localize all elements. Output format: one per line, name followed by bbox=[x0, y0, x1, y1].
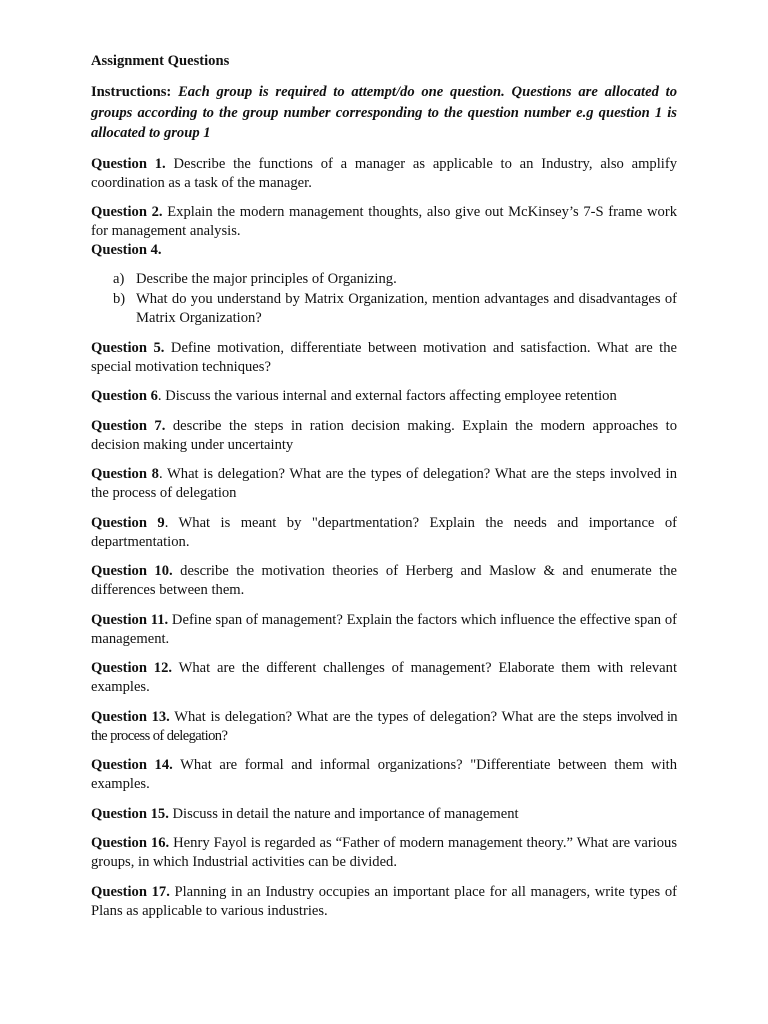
question-text: What are formal and informal organizations? "Differentiate between them with examples. bbox=[91, 757, 677, 792]
page-title: Assignment Questions bbox=[91, 53, 230, 69]
question-5 bbox=[91, 339, 677, 377]
question-label: Question 9 bbox=[91, 514, 165, 531]
question-text: Describe the functions of a manager as applicable to an Industry, also amplify coordination as a task of the manager. bbox=[91, 155, 677, 191]
question-7 bbox=[91, 417, 677, 455]
question-text: . What is delegation? What are the types of delegation? What are the steps involved in the process of delegation bbox=[91, 466, 677, 501]
question-text: What is delegation? What are the types of delegation? What are the steps bbox=[174, 708, 612, 725]
list-item bbox=[91, 270, 677, 289]
question-17 bbox=[91, 883, 677, 921]
question-10 bbox=[91, 562, 677, 600]
question-text: Discuss in detail the nature and importance of management bbox=[172, 805, 519, 822]
instructions-label: Instructions: bbox=[91, 84, 172, 100]
question-label: Question 8 bbox=[91, 466, 159, 482]
question-label: Question 10. bbox=[91, 563, 173, 579]
question-label: Question 2. bbox=[91, 204, 163, 220]
question-label: Question 7. bbox=[91, 417, 166, 434]
question-text: Define span of management? Explain the factors which influence the effective span of management. bbox=[91, 611, 677, 647]
question-label: Question 5. bbox=[91, 339, 165, 356]
list-item-text: Describe the major principles of Organizing. bbox=[136, 271, 397, 287]
question-label: Question 1. bbox=[91, 155, 166, 172]
question-1 bbox=[91, 155, 677, 193]
question-label: Question 12. bbox=[91, 660, 173, 676]
question-text: Explain the modern management thoughts, also give out McKinsey’s 7-S frame work for management analysis. bbox=[91, 204, 677, 239]
question-12 bbox=[91, 659, 677, 697]
question-15 bbox=[91, 805, 677, 824]
instructions-text: Each group is required to attempt/do one question. Questions are allocated to groups according to the group number corresponding to the question number e.g question 1 is allocated to group 1 bbox=[91, 84, 677, 141]
document-page bbox=[91, 52, 677, 931]
question-label: Question 15. bbox=[91, 805, 169, 822]
question-text: Planning in an Industry occupies an important place for all managers, write types of Plans as applicable to various industries. bbox=[91, 883, 678, 919]
question-6 bbox=[91, 387, 677, 406]
question-text: . Discuss the various internal and external factors affecting employee retention bbox=[157, 388, 617, 404]
question-label: Question 13. bbox=[91, 708, 170, 725]
list-marker: b) bbox=[113, 291, 126, 307]
question-16 bbox=[91, 834, 677, 872]
question-text: Henry Fayol is regarded as “Father of modern management theory.” What are various groups, in which Industrial activities can be divided. bbox=[91, 835, 678, 870]
question-text: describe the motivation theories of Herberg and Maslow & and enumerate the differences between them. bbox=[91, 563, 677, 598]
question-label: Question 6 bbox=[91, 388, 158, 404]
question-4-sub-list bbox=[91, 270, 677, 328]
question-text: What are the different challenges of management? Elaborate them with relevant examples. bbox=[91, 660, 677, 695]
question-4 bbox=[91, 241, 677, 260]
question-label: Question 11. bbox=[91, 611, 169, 628]
question-13 bbox=[91, 708, 677, 746]
question-text-condensed: involved in the process of delegation? bbox=[91, 708, 677, 744]
question-text: Define motivation, differentiate between motivation and satisfaction. What are the special motivation techniques? bbox=[91, 339, 678, 375]
question-label: Question 4. bbox=[91, 242, 162, 258]
list-item-text: What do you understand by Matrix Organization, mention advantages and disadvantages of Matrix Organization? bbox=[136, 291, 677, 326]
question-label: Question 17. bbox=[91, 883, 170, 900]
question-text: describe the steps in ration decision making. Explain the modern approaches to decision making under uncertainty bbox=[91, 417, 678, 453]
question-label: Question 14. bbox=[91, 757, 173, 773]
list-item bbox=[91, 290, 677, 328]
instructions-paragraph bbox=[91, 82, 677, 144]
question-11 bbox=[91, 611, 677, 649]
list-marker: a) bbox=[113, 271, 125, 287]
question-2 bbox=[91, 203, 677, 241]
question-8 bbox=[91, 465, 677, 503]
question-14 bbox=[91, 756, 677, 794]
question-9 bbox=[91, 514, 677, 552]
question-label: Question 16. bbox=[91, 835, 170, 851]
question-text: . What is meant by "departmentation? Explain the needs and importance of departmentation. bbox=[91, 514, 677, 550]
